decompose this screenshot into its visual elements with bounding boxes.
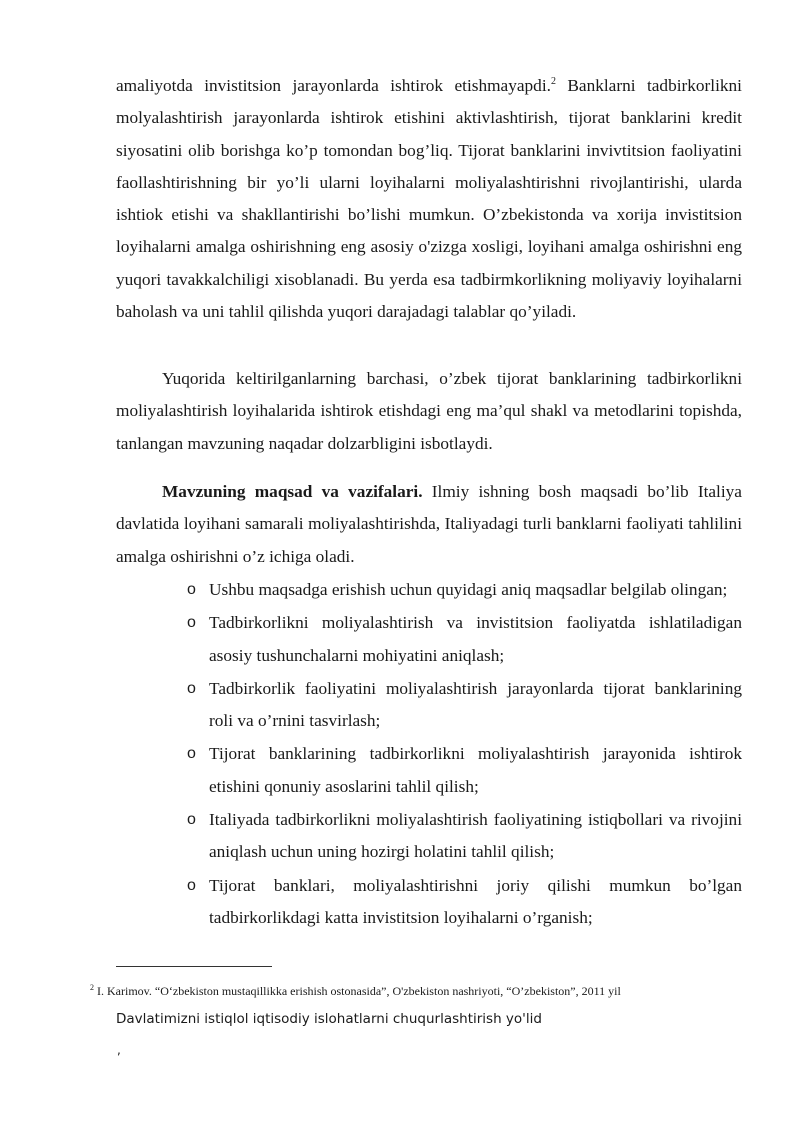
footnote-reference: 2: [550, 76, 556, 88]
footnote: [90, 980, 770, 999]
list-item: [187, 870, 742, 935]
list-item-text: Tadbirkorlikni moliyalashtirish va invistitsion faoliyatda ishlatiladigan asosiy tushunchalarni mohiyatini aniqlash;: [209, 613, 742, 665]
list-item: [187, 804, 742, 869]
goals-heading: Mavzuning maqsad va vazifalari.: [162, 482, 423, 501]
list-item: [187, 673, 742, 738]
footnote-text: I. Karimov. “O‘zbekiston mustaqillikka erishish ostonasida”, O'zbekiston nashriyoti, “O’zbekiston”, 2011 yil: [94, 984, 621, 998]
list-item-text: Tadbirkorlik faoliyatini moliyalashtirish jarayonlarda tijorat banklarining roli va o’rnini tasvirlash;: [209, 678, 742, 731]
list-item: [187, 607, 742, 672]
goals-text: Ilmiy ishning bosh maqsadi bo’lib Italiya davlatida loyihani samarali moliyalashtirishda, Italiyadagi turli banklarni faoliyati tahlilini amalga oshirishni o’z ichiga oladi.: [116, 482, 742, 566]
bullet-marker: o: [187, 679, 196, 697]
stray-mark: ,: [117, 1043, 121, 1057]
paragraph-relevance: Yuqorida keltirilganlarning barchasi, o’zbek tijorat banklarining tadbirkorlikni moliyalashtirish loyihalarida ishtirok etishdagi eng ma’qul shakl va metodlarini topishda, tanlangan mavzuning naqadar dolzarbligini isbotlaydi.: [116, 369, 742, 453]
bullet-marker: o: [187, 614, 196, 632]
list-item-text: Tijorat banklarining tadbirkorlikni moliyalashtirish jarayonida ishtirok etishini qonuniy asoslarini tahlil qilish;: [209, 744, 742, 796]
bullet-marker: o: [187, 811, 196, 829]
paragraph-goals: [116, 476, 742, 573]
footnote-marker: 2: [90, 983, 94, 992]
objectives-list: [187, 574, 742, 935]
list-item-text: Italiyada tadbirkorlikni moliyalashtirish faoliyatining istiqbollari va rivojini aniqlash uchun uning hozirgi holatini tahlil qilish;: [209, 810, 742, 862]
bullet-marker: o: [187, 876, 196, 894]
list-item-text: Ushbu maqsadga erishish uchun quyidagi aniq maqsadlar belgilab olingan;: [209, 580, 728, 599]
list-item: [187, 574, 742, 606]
paragraph-intro-text: amaliyotda invistitsion jarayonlarda ishtirok etishmayapdi.: [116, 76, 551, 95]
list-item-text: Tijorat banklari, moliyalashtirishni joriy qilishi mumkun bo’lgan tadbirkorlikdagi katta invistitsion loyihalarni o’rganish;: [209, 875, 742, 927]
list-item: [187, 738, 742, 803]
paragraph-intro-continued: Banklarni tadbirkorlikni molyalashtirish jarayonlarda ishtirok etishini aktivlashtirish, tijorat banklarini kredit siyosatini olib borishga ko’p tomondan bog’liq. Tijorat banklarini invivtitsion faoliyatini faollashtirishning bir yo’li ularni loyihalarni moliyalashtirishni rivojlantirishi, ularda ishtiok etishi va shakllantirishi bo’lishi mumkun. O’zbekistonda va xorija invistitsion loyihalarni amalga oshirishning eng asosiy o'zizga xosligi, loyihani amalga oshirishni eng yuqori tavakkalchiligi xisoblanadi. Bu yerda esa tadbirmkorlikning moliyaviy loyihalarni baholash va uni tahlil qilishda yuqori darajadagi talablar qo’yiladi.: [116, 76, 742, 322]
footnote-divider: [116, 966, 272, 967]
bullet-marker: o: [187, 581, 196, 598]
trailing-text-line: Davlatimizni istiqlol iqtisodiy islohatlarni chuqurlashtirish yo'lid: [116, 1011, 542, 1027]
bullet-marker: o: [187, 745, 196, 763]
paragraph-intro: [116, 70, 742, 328]
